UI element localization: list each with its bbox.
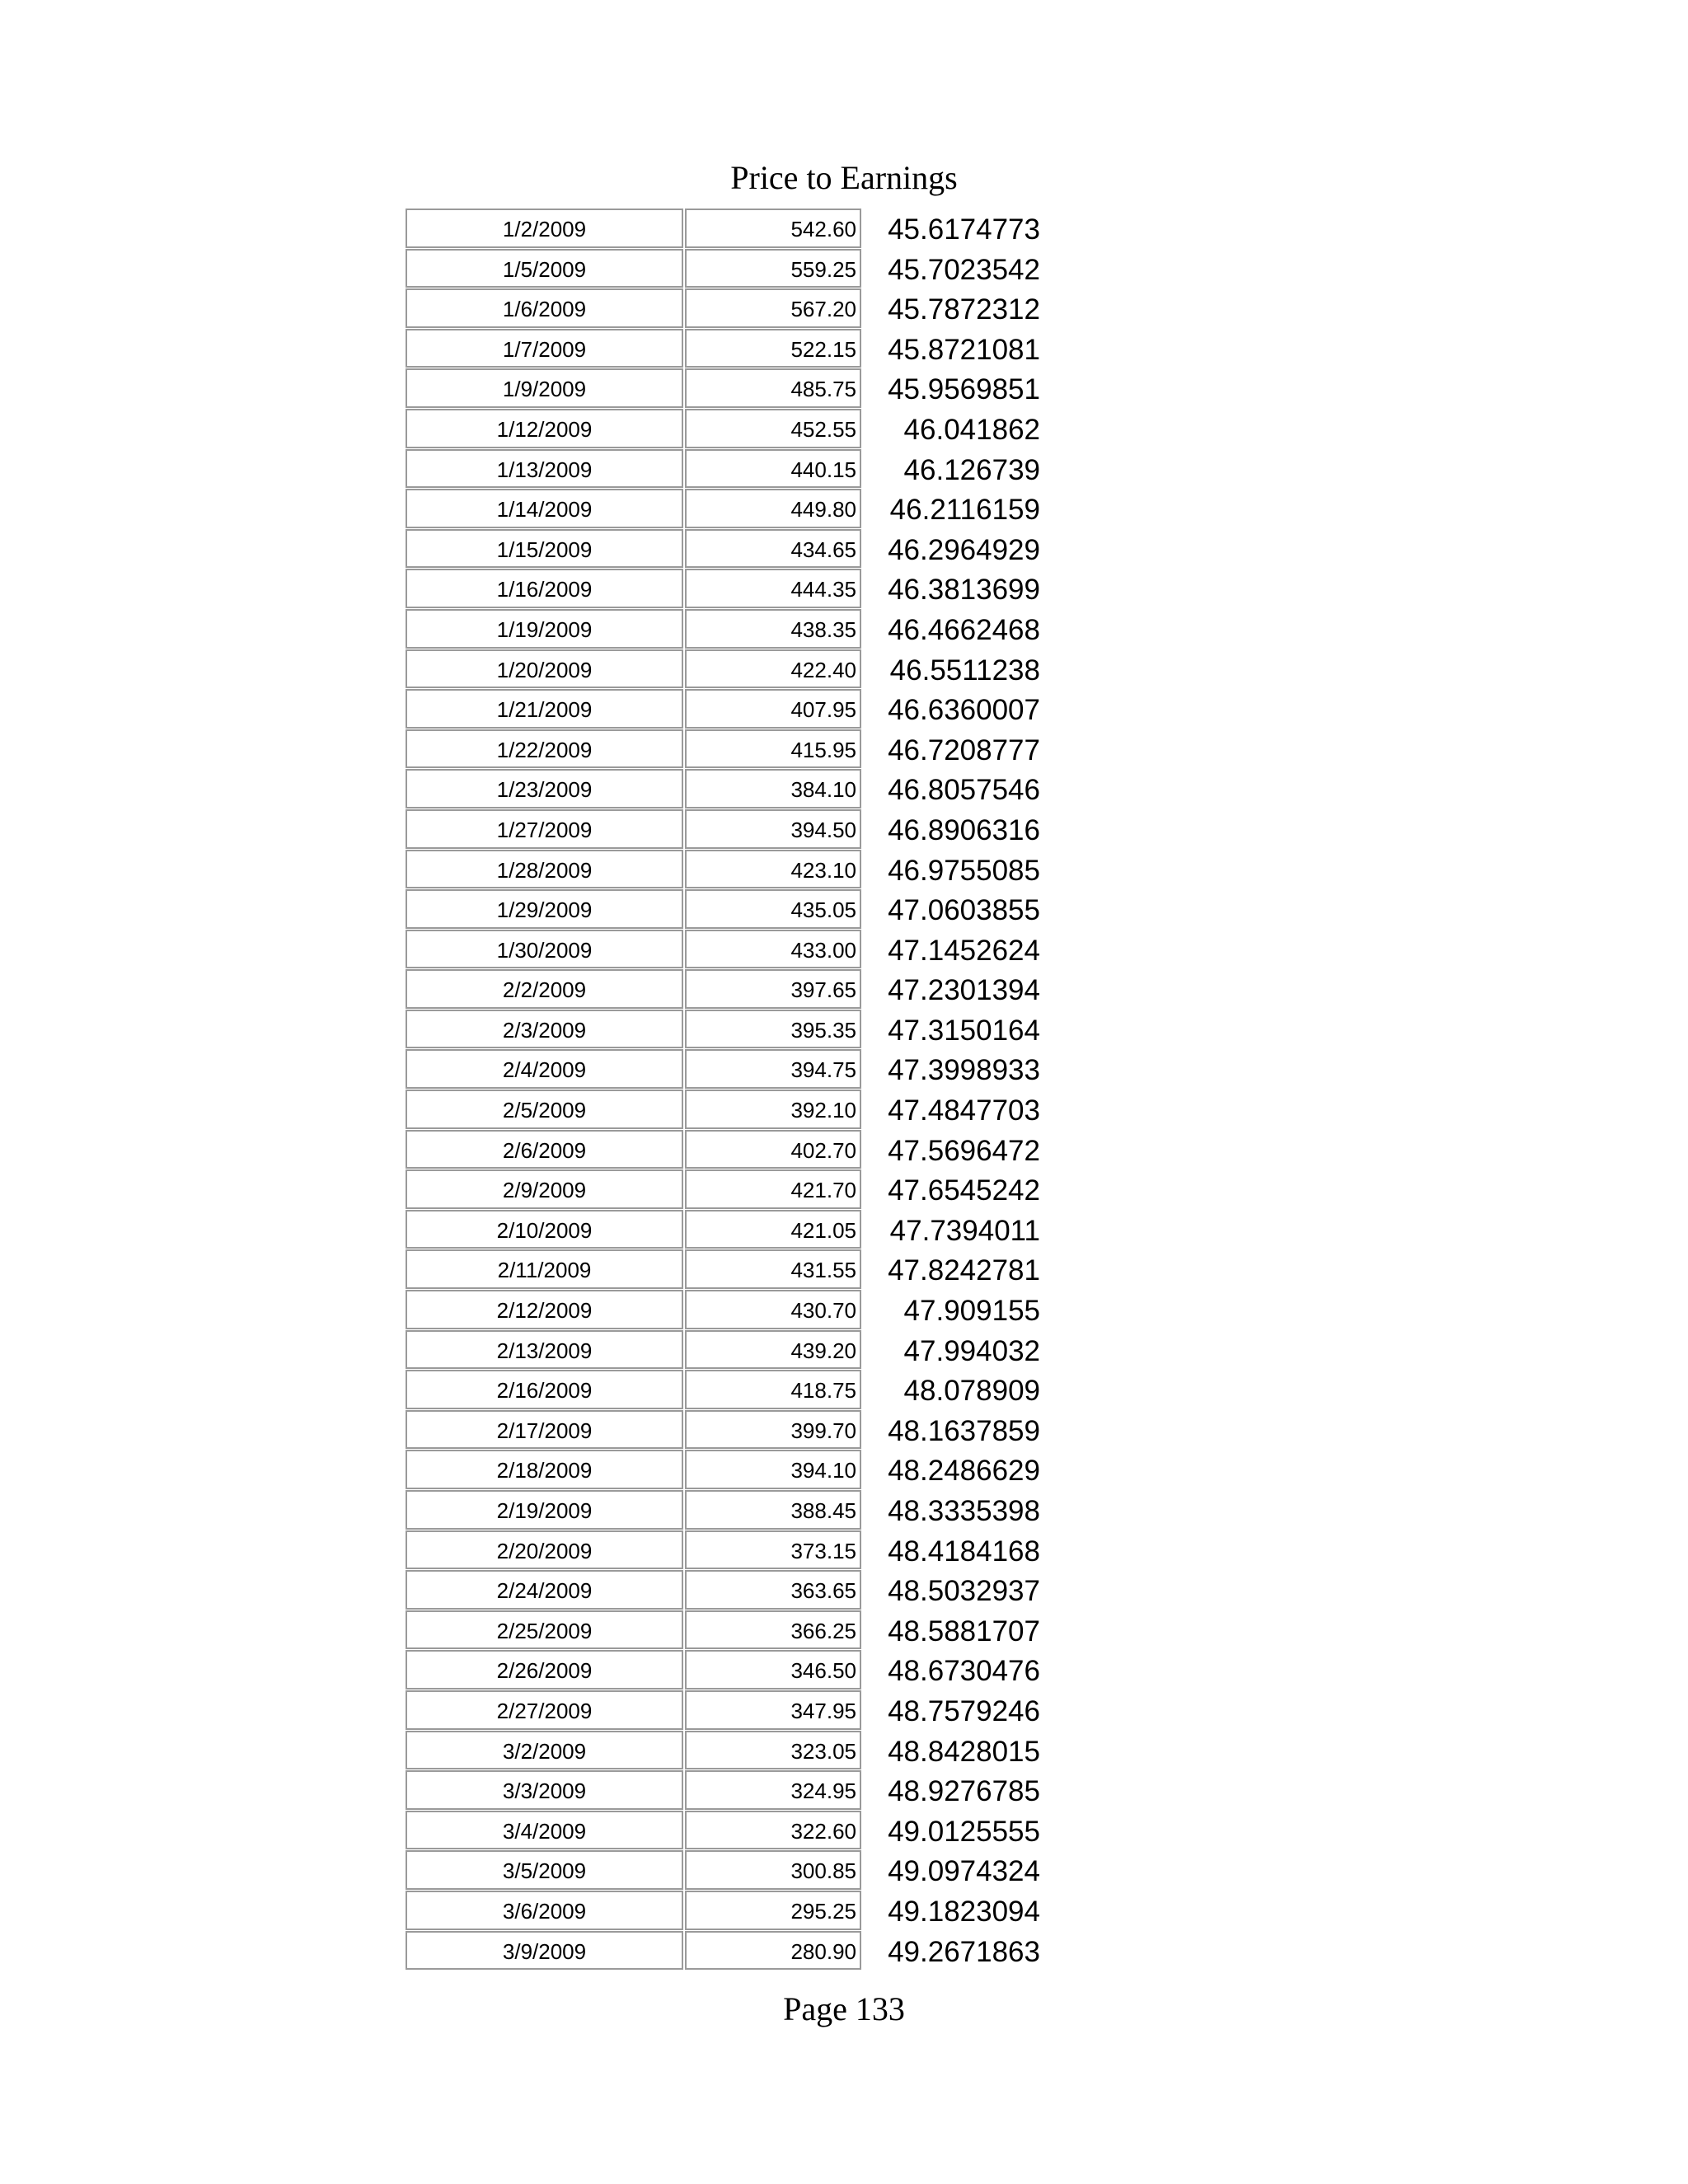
table-row: [406, 1410, 1040, 1451]
date-cell: 1/2/2009: [406, 209, 683, 248]
price-cell: 449.80: [685, 489, 861, 528]
price-cell: 394.50: [685, 809, 861, 849]
price-cell: 388.45: [685, 1490, 861, 1530]
price-cell: 373.15: [685, 1530, 861, 1570]
table-row: [406, 809, 1040, 850]
table-row: [406, 930, 1040, 970]
pe-ratio-cell: 46.2116159: [889, 494, 1040, 527]
date-cell: 2/17/2009: [406, 1410, 683, 1450]
table-row: [406, 569, 1040, 609]
pe-ratio-cell: 47.994032: [903, 1334, 1040, 1367]
data-table: [406, 209, 1040, 1971]
pe-ratio-cell: 46.6360007: [888, 694, 1040, 727]
table-row: [406, 1891, 1040, 1931]
table-row: [406, 609, 1040, 649]
pe-ratio-cell: 48.1637859: [888, 1414, 1040, 1447]
table-row: [406, 769, 1040, 809]
pe-ratio-cell: 47.0603855: [888, 894, 1040, 927]
price-cell: 384.10: [685, 769, 861, 808]
date-cell: 3/4/2009: [406, 1811, 683, 1850]
date-cell: 2/5/2009: [406, 1090, 683, 1129]
price-cell: 542.60: [685, 209, 861, 248]
date-cell: 2/19/2009: [406, 1490, 683, 1530]
pe-ratio-cell: 48.078909: [903, 1375, 1040, 1408]
price-cell: 567.20: [685, 288, 861, 328]
table-row: [406, 1010, 1040, 1050]
pe-ratio-cell: 45.9569851: [888, 373, 1040, 406]
price-cell: 323.05: [685, 1731, 861, 1770]
price-cell: 418.75: [685, 1370, 861, 1409]
pe-ratio-cell: 45.8721081: [888, 333, 1040, 366]
price-cell: 452.55: [685, 409, 861, 448]
pe-ratio-cell: 48.5032937: [888, 1575, 1040, 1608]
pe-ratio-cell: 47.3998933: [888, 1054, 1040, 1087]
date-cell: 2/12/2009: [406, 1290, 683, 1329]
page-title: Price to Earnings: [730, 159, 958, 196]
table-row: [406, 1770, 1040, 1811]
price-cell: 485.75: [685, 368, 861, 408]
table-row: [406, 1130, 1040, 1170]
pe-ratio-cell: 49.1823094: [888, 1895, 1040, 1928]
pe-ratio-cell: 48.4184168: [888, 1535, 1040, 1568]
date-cell: 1/9/2009: [406, 368, 683, 408]
pe-ratio-cell: 49.0125555: [888, 1815, 1040, 1848]
date-cell: 1/30/2009: [406, 930, 683, 969]
date-cell: 1/12/2009: [406, 409, 683, 448]
price-cell: 363.65: [685, 1570, 861, 1610]
pe-ratio-cell: 49.2671863: [888, 1935, 1040, 1968]
pe-ratio-cell: 46.7208777: [888, 733, 1040, 766]
date-cell: 2/2/2009: [406, 969, 683, 1009]
date-cell: 2/25/2009: [406, 1610, 683, 1650]
pe-ratio-cell: 48.3335398: [888, 1495, 1040, 1527]
date-cell: 1/15/2009: [406, 529, 683, 569]
price-cell: 422.40: [685, 649, 861, 689]
pe-ratio-cell: 47.7394011: [889, 1214, 1040, 1247]
date-cell: 3/3/2009: [406, 1770, 683, 1810]
table-row: [406, 649, 1040, 690]
price-cell: 415.95: [685, 729, 861, 769]
pe-ratio-cell: 48.5881707: [888, 1615, 1040, 1647]
pe-ratio-cell: 47.2301394: [888, 974, 1040, 1007]
date-cell: 1/29/2009: [406, 889, 683, 929]
date-cell: 1/16/2009: [406, 569, 683, 608]
pe-ratio-cell: 48.8428015: [888, 1735, 1040, 1768]
date-cell: 3/6/2009: [406, 1891, 683, 1930]
date-cell: 3/5/2009: [406, 1850, 683, 1890]
page-number: Page 133: [783, 1990, 905, 2027]
table-row: [406, 1610, 1040, 1651]
pe-ratio-cell: 48.2486629: [888, 1455, 1040, 1488]
price-cell: 421.70: [685, 1169, 861, 1209]
price-cell: 295.25: [685, 1891, 861, 1930]
price-cell: 433.00: [685, 930, 861, 969]
table-row: [406, 1450, 1040, 1490]
table-row: [406, 1049, 1040, 1090]
table-row: [406, 689, 1040, 729]
table-row: [406, 889, 1040, 930]
price-cell: 366.25: [685, 1610, 861, 1650]
pe-ratio-cell: 45.7023542: [888, 253, 1040, 286]
price-cell: 280.90: [685, 1931, 861, 1971]
pe-ratio-cell: 46.3813699: [888, 574, 1040, 607]
price-cell: 559.25: [685, 249, 861, 288]
price-cell: 439.20: [685, 1330, 861, 1370]
price-cell: 322.60: [685, 1811, 861, 1850]
price-cell: 440.15: [685, 449, 861, 489]
pe-ratio-cell: 47.3150164: [888, 1014, 1040, 1047]
pe-ratio-cell: 47.6545242: [888, 1174, 1040, 1207]
pe-ratio-cell: 48.7579246: [888, 1694, 1040, 1727]
table-row: [406, 1530, 1040, 1571]
price-cell: 392.10: [685, 1090, 861, 1129]
price-cell: 397.65: [685, 969, 861, 1009]
date-cell: 2/3/2009: [406, 1010, 683, 1049]
date-cell: 2/20/2009: [406, 1530, 683, 1570]
table-row: [406, 729, 1040, 770]
price-cell: 421.05: [685, 1210, 861, 1249]
date-cell: 2/4/2009: [406, 1049, 683, 1089]
price-cell: 394.75: [685, 1049, 861, 1089]
pe-ratio-cell: 45.6174773: [888, 213, 1040, 246]
price-cell: 423.10: [685, 850, 861, 889]
table-row: [406, 449, 1040, 490]
date-cell: 2/26/2009: [406, 1650, 683, 1690]
table-row: [406, 1570, 1040, 1610]
price-cell: 347.95: [685, 1690, 861, 1730]
table-row: [406, 1690, 1040, 1731]
price-cell: 438.35: [685, 609, 861, 649]
price-cell: 324.95: [685, 1770, 861, 1810]
price-cell: 522.15: [685, 329, 861, 368]
price-cell: 434.65: [685, 529, 861, 569]
date-cell: 1/22/2009: [406, 729, 683, 769]
pe-ratio-cell: 47.1452624: [888, 934, 1040, 967]
table-row: [406, 249, 1040, 289]
price-cell: 430.70: [685, 1290, 861, 1329]
table-row: [406, 1731, 1040, 1771]
table-row: [406, 1210, 1040, 1250]
table-row: [406, 1169, 1040, 1210]
pe-ratio-cell: 46.8906316: [888, 813, 1040, 846]
table-row: [406, 1370, 1040, 1410]
date-cell: 2/10/2009: [406, 1210, 683, 1249]
pe-ratio-cell: 46.126739: [903, 453, 1040, 486]
price-cell: 444.35: [685, 569, 861, 608]
pe-ratio-cell: 46.5511238: [889, 654, 1040, 687]
date-cell: 1/7/2009: [406, 329, 683, 368]
table-row: [406, 1249, 1040, 1290]
date-cell: 1/21/2009: [406, 689, 683, 729]
pe-ratio-cell: 47.4847703: [888, 1094, 1040, 1127]
date-cell: 1/28/2009: [406, 850, 683, 889]
date-cell: 2/16/2009: [406, 1370, 683, 1409]
date-cell: 1/19/2009: [406, 609, 683, 649]
table-row: [406, 489, 1040, 529]
table-row: [406, 969, 1040, 1010]
table-row: [406, 288, 1040, 329]
pe-ratio-cell: 46.2964929: [888, 533, 1040, 566]
date-cell: 1/13/2009: [406, 449, 683, 489]
pe-ratio-cell: 47.8242781: [888, 1254, 1040, 1287]
table-row: [406, 1931, 1040, 1971]
price-cell: 431.55: [685, 1249, 861, 1289]
pe-ratio-cell: 46.8057546: [888, 774, 1040, 807]
table-row: [406, 850, 1040, 890]
date-cell: 2/18/2009: [406, 1450, 683, 1489]
date-cell: 1/6/2009: [406, 288, 683, 328]
price-cell: 399.70: [685, 1410, 861, 1450]
pe-ratio-cell: 45.7872312: [888, 293, 1040, 326]
pe-ratio-cell: 46.9755085: [888, 854, 1040, 887]
price-cell: 395.35: [685, 1010, 861, 1049]
date-cell: 3/2/2009: [406, 1731, 683, 1770]
pe-ratio-cell: 49.0974324: [888, 1855, 1040, 1888]
price-cell: 407.95: [685, 689, 861, 729]
date-cell: 2/11/2009: [406, 1249, 683, 1289]
date-cell: 1/20/2009: [406, 649, 683, 689]
date-cell: 2/9/2009: [406, 1169, 683, 1209]
price-cell: 346.50: [685, 1650, 861, 1690]
date-cell: 1/5/2009: [406, 249, 683, 288]
date-cell: 1/27/2009: [406, 809, 683, 849]
table-row: [406, 1811, 1040, 1851]
pe-ratio-cell: 47.909155: [903, 1295, 1040, 1328]
table-row: [406, 1090, 1040, 1130]
table-row: [406, 1290, 1040, 1330]
date-cell: 1/23/2009: [406, 769, 683, 808]
pe-ratio-cell: 46.041862: [903, 413, 1040, 446]
price-cell: 435.05: [685, 889, 861, 929]
table-row: [406, 1850, 1040, 1891]
price-cell: 300.85: [685, 1850, 861, 1890]
pe-ratio-cell: 48.9276785: [888, 1775, 1040, 1808]
table-row: [406, 1330, 1040, 1371]
table-row: [406, 329, 1040, 369]
date-cell: 1/14/2009: [406, 489, 683, 528]
date-cell: 2/6/2009: [406, 1130, 683, 1169]
pe-ratio-cell: 46.4662468: [888, 613, 1040, 646]
table-row: [406, 1490, 1040, 1530]
table-row: [406, 368, 1040, 409]
date-cell: 2/24/2009: [406, 1570, 683, 1610]
date-cell: 3/9/2009: [406, 1931, 683, 1971]
price-cell: 394.10: [685, 1450, 861, 1489]
date-cell: 2/27/2009: [406, 1690, 683, 1730]
pe-ratio-cell: 48.6730476: [888, 1655, 1040, 1688]
table-row: [406, 209, 1040, 249]
table-row: [406, 529, 1040, 569]
price-cell: 402.70: [685, 1130, 861, 1169]
pe-ratio-cell: 47.5696472: [888, 1134, 1040, 1167]
table-row: [406, 1650, 1040, 1690]
table-row: [406, 409, 1040, 449]
date-cell: 2/13/2009: [406, 1330, 683, 1370]
